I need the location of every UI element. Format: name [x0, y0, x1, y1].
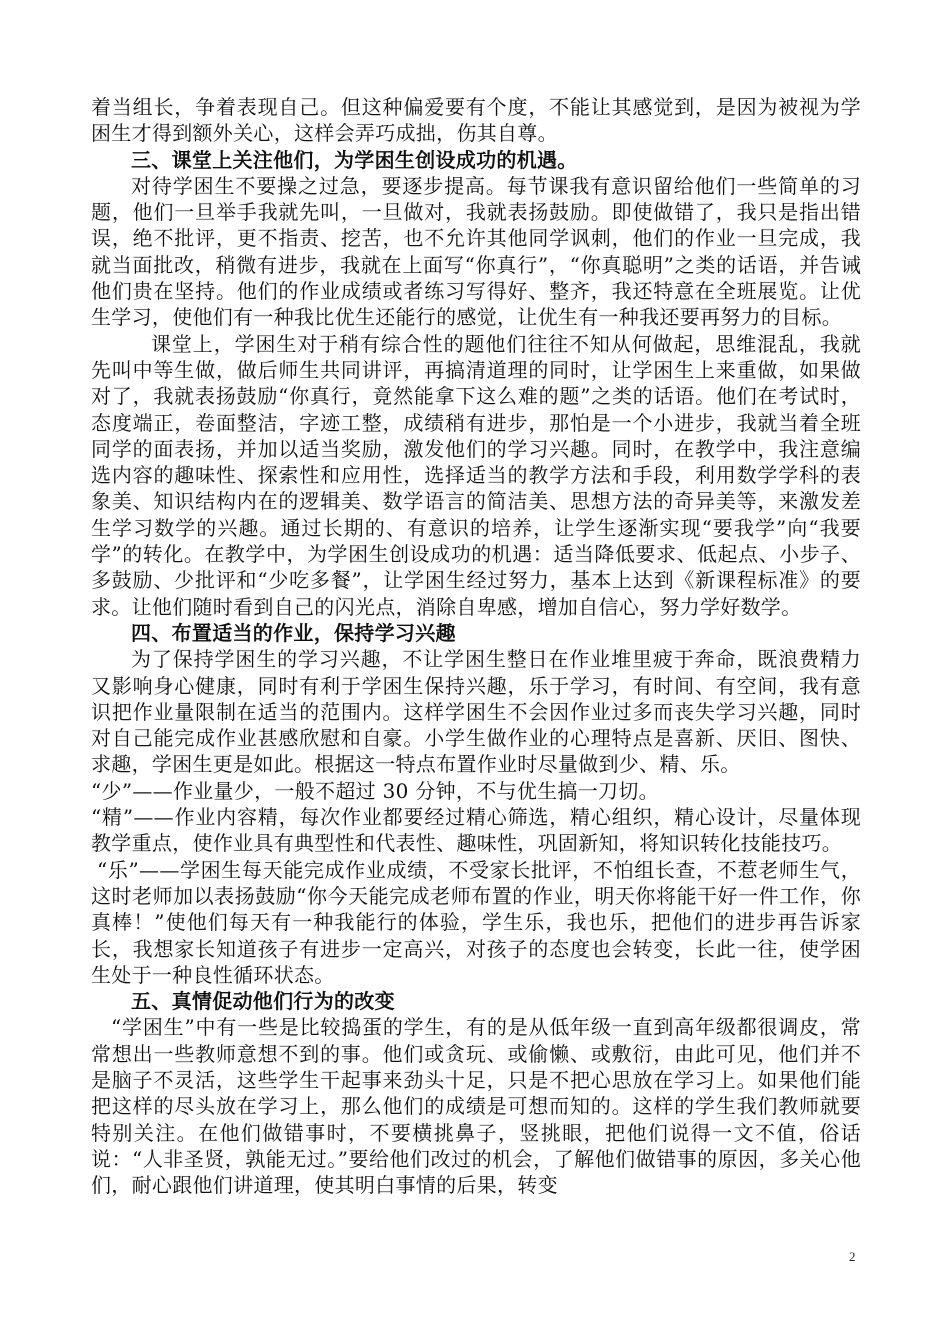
page-number: 2 [849, 1249, 856, 1264]
document-body [91, 94, 861, 1198]
paragraph: “学困生”中有一些是比较捣蛋的学生，有的是从低年级一直到高年级都很调皮，常常想出一些教师意想不到的事。他们或贪玩、或偷懒、或敷衍，由此可见，他们并不是脑子不灵活，这些学生干起事来劲头十足，只是不把心思放在学习上。如果他们能把这样的尽头放在学习上，那么他们的成绩是可想而知的。这样的学生我们教师就要特别关注。在他们做错事时，不要横挑鼻子，竖挑眼，把他们说得一文不值，俗话说：“人非圣贤，孰能无过。”要给他们改过的机会，了解他们做错事的原因，多关心他们，耐心跟他们讲道理，使其明白事情的后果，转变 [91, 1015, 861, 1198]
paragraph: “精”——作业内容精，每次作业都要经过精心筛选，精心组织，精心设计，尽量体现教学重点，使作业具有典型性和代表性、趣味性，巩固新知，将知识转化技能技巧。 [91, 805, 861, 856]
section-heading: 五、真情促动他们行为的改变 [131, 989, 395, 1014]
section-heading: 三、课堂上关注他们，为学困生创设成功的机遇。 [131, 147, 578, 172]
paragraph: 课堂上，学困生对于稍有综合性的题他们往往不知从何做起，思维混乱，我就先叫中等生做，做后师生共同讲评，再搞清道理的同时，让学困生上来重做，如果做对了，我就表扬鼓励“你真行，竟然能拿下这么难的题”之类的话语。他们在考试时，态度端正，卷面整洁，字迹工整，成绩稍有进步，那怕是一个小进步，我就当着全班同学的面表扬，并加以适当奖励，激发他们的学习兴趣。同时，在教学中，我注意编选内容的趣味性、探索性和应用性，选择适当的教学方法和手段，利用数学学科的表象美、知识结构内在的逻辑美、数学语言的简洁美、思想方法的奇异美等，来激发差生学习数学的兴趣。通过长期的、有意识的培养，让学生逐渐实现“要我学”向“我要学”的转化。在教学中，为学困生创设成功的机遇：适当降低要求、低起点、小步子、多鼓励、少批评和“少吃多餐”，让学困生经过努力，基本上达到《新课程标准》的要求。让他们随时看到自己的闪光点，消除自卑感，增加自信心，努力学好数学。 [91, 331, 861, 619]
paragraph: 对待学困生不要操之过急，要逐步提高。每节课我有意识留给他们一些简单的习题，他们一旦举手我就先叫，一旦做对，我就表扬鼓励。即使做错了，我只是指出错误，绝不批评，更不指责、挖苦，也不允许其他同学讽刺，他们的作业一旦完成，我就当面批改，稍微有进步，我就在上面写“你真行”，“你真聪明”之类的话语，并告诫他们贵在坚持。他们的作业成绩或者练习写得好、整齐，我还特意在全班展览。让优生学习，使他们有一种我比优生还能行的感觉，让优生有一种我还要再努力的目标。 [91, 173, 861, 330]
section-heading: 四、布置适当的作业，保持学习兴趣 [131, 620, 456, 645]
paragraph: “乐”——学困生每天能完成作业成绩，不受家长批评，不怕组长查，不惹老师生气，这时老师加以表扬鼓励“你今天能完成老师布置的作业，明天你将能干好一件工作，你真棒！”使他们每天有一种我能行的体验，学生乐，我也乐，把他们的进步再告诉家长，我想家长知道孩子有进步一定高兴，对孩子的态度也会转变，长此一往，使学困生处于一种良性循环状态。 [91, 857, 861, 987]
paragraph: 着当组长，争着表现自己。但这种偏爱要有个度，不能让其感觉到，是因为被视为学困生才得到额外关心，这样会弄巧成拙，伤其自尊。 [91, 95, 861, 146]
paragraph: “少”——作业量少，一般不超过 30 分钟，不与优生搞一刀切。 [91, 778, 659, 803]
paragraph: 为了保持学困生的学习兴趣，不让学困生整日在作业堆里疲于奔命，既浪费精力又影响身心健康，同时有利于学困生保持兴趣，乐于学习，有时间、有空间，我有意识把作业量限制在适当的范围内。这样学困生不会因作业过多而丧失学习兴趣，同时对自己能完成作业甚感欣慰和自豪。小学生做作业的心理特点是喜新、厌旧、图快、求趣，学困生更是如此。根据这一特点布置作业时尽量做到少、精、乐。 [91, 647, 861, 777]
